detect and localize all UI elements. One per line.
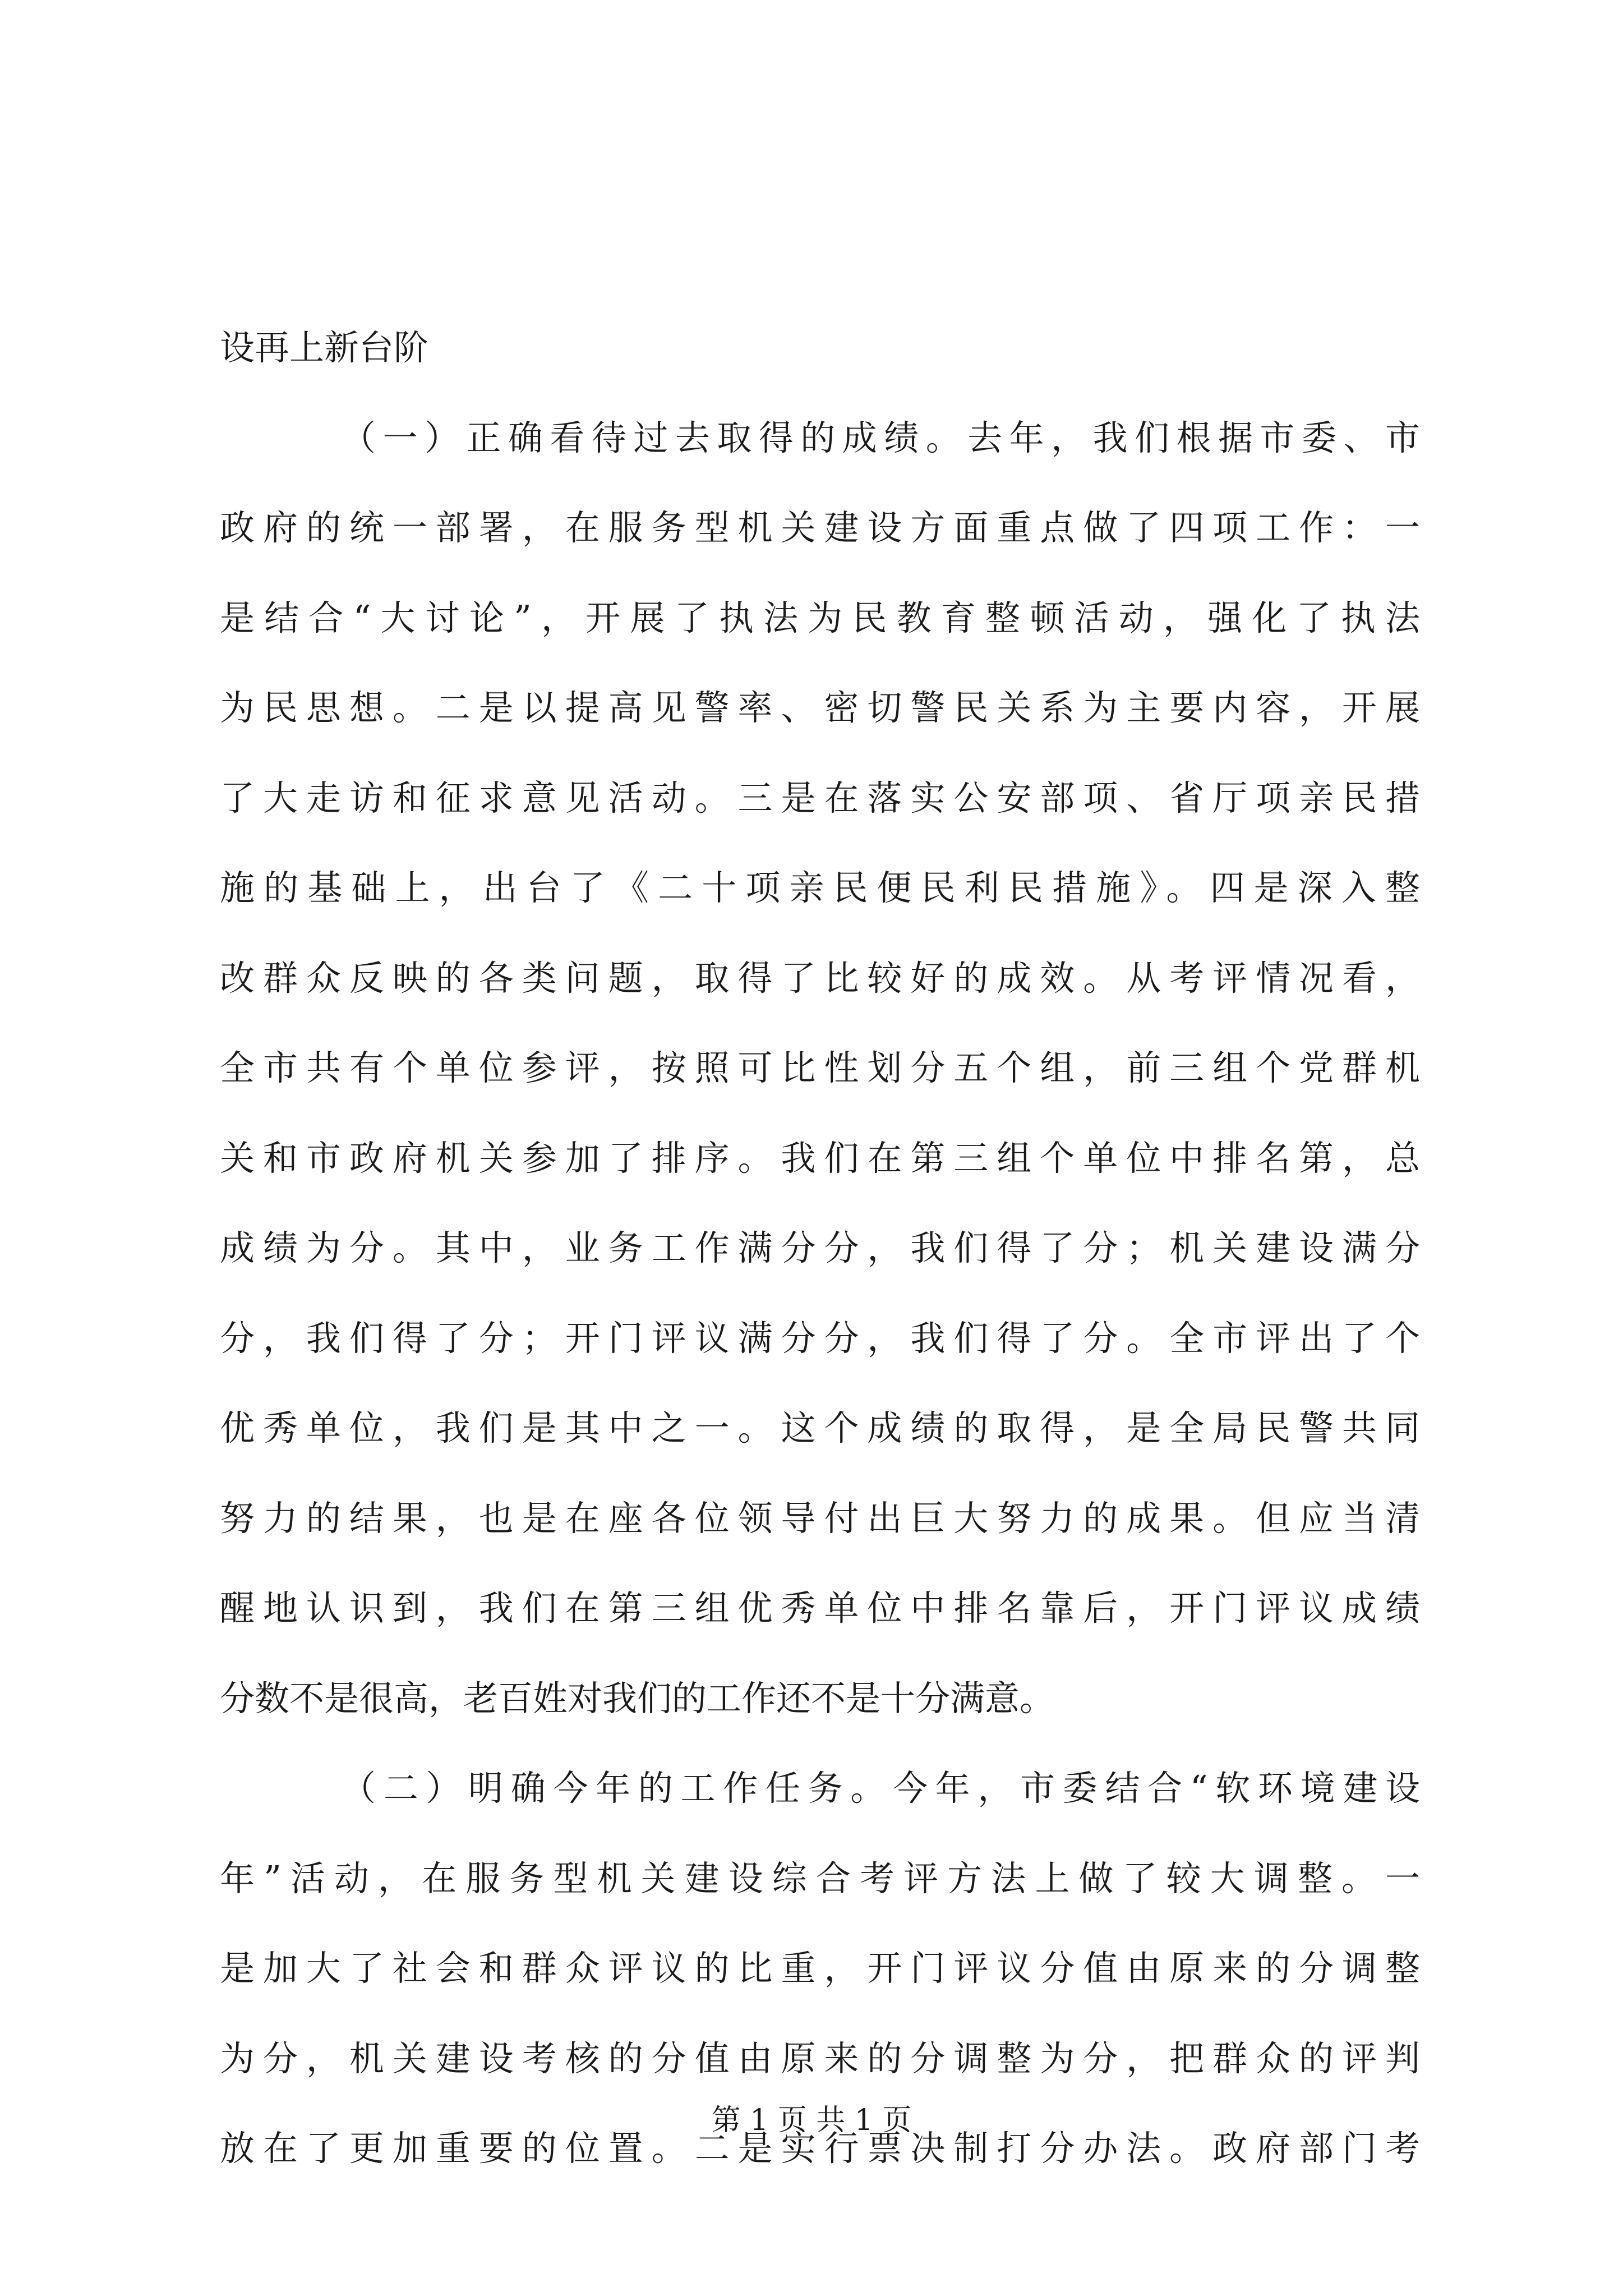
document-body [220, 303, 1420, 2194]
text-line: 为分，机关建设考核的分值由原来的分调整为分，把群众的评判 [220, 2037, 1420, 2079]
text-line: 政府的统一部署，在服务型机关建设方面重点做了四项工作：一 [220, 507, 1420, 548]
text-line: 是加大了社会和群众评议的比重，开门评议分值由原来的分调整 [220, 1948, 1420, 1989]
text-line: 分，我们得了分；开门评议满分分，我们得了分。全市评出了个 [220, 1317, 1420, 1359]
text-line: 设再上新台阶 [220, 327, 429, 368]
text-line: 努力的结果，也是在座各位领导付出巨大努力的成果。但应当清 [220, 1497, 1420, 1539]
text-line: 是结合“大讨论”，开展了执法为民教育整顿活动，强化了执法 [220, 597, 1420, 638]
text-line: 全市共有个单位参评，按照可比性划分五个组，前三组个党群机 [220, 1047, 1420, 1088]
text-line: 优秀单位，我们是其中之一。这个成绩的取得，是全局民警共同 [220, 1407, 1420, 1448]
text-line: 为民思想。二是以提高见警率、密切警民关系为主要内容，开展 [220, 687, 1420, 728]
page-footer [0, 2101, 1623, 2140]
text-line: 施的基础上，出台了《二十项亲民便民利民措施》。四是深入整 [220, 867, 1420, 908]
text-line: 了大走访和征求意见活动。三是在落实公安部项、省厅项亲民措 [220, 777, 1420, 818]
paragraph-first-line: （二）明确今年的工作任务。今年，市委结合“软环境建设 [341, 1768, 1420, 1809]
text-line: 放在了更加重要的位置。二是实行票决制打分办法。政府部门考 [220, 2128, 1420, 2169]
text-line: 醒地认识到，我们在第三组优秀单位中排名靠后，开门评议成绩 [220, 1588, 1420, 1628]
text-line: 关和市政府机关参加了排序。我们在第三组个单位中排名第，总 [220, 1137, 1420, 1179]
page-number: 第 1 页 共 1 页 [711, 2104, 912, 2137]
text-line: 改群众反映的各类问题，取得了比较好的成效。从考评情况看， [220, 957, 1420, 999]
paragraph-first-line: （一）正确看待过去取得的成绩。去年，我们根据市委、市 [341, 417, 1420, 458]
text-line: 成绩为分。其中，业务工作满分分，我们得了分；机关建设满分 [220, 1227, 1420, 1268]
paragraph-last-line: 分数不是很高，老百姓对我们的工作还不是十分满意。 [220, 1677, 1055, 1719]
text-line: 年”活动，在服务型机关建设综合考评方法上做了较大调整。一 [220, 1857, 1420, 1899]
